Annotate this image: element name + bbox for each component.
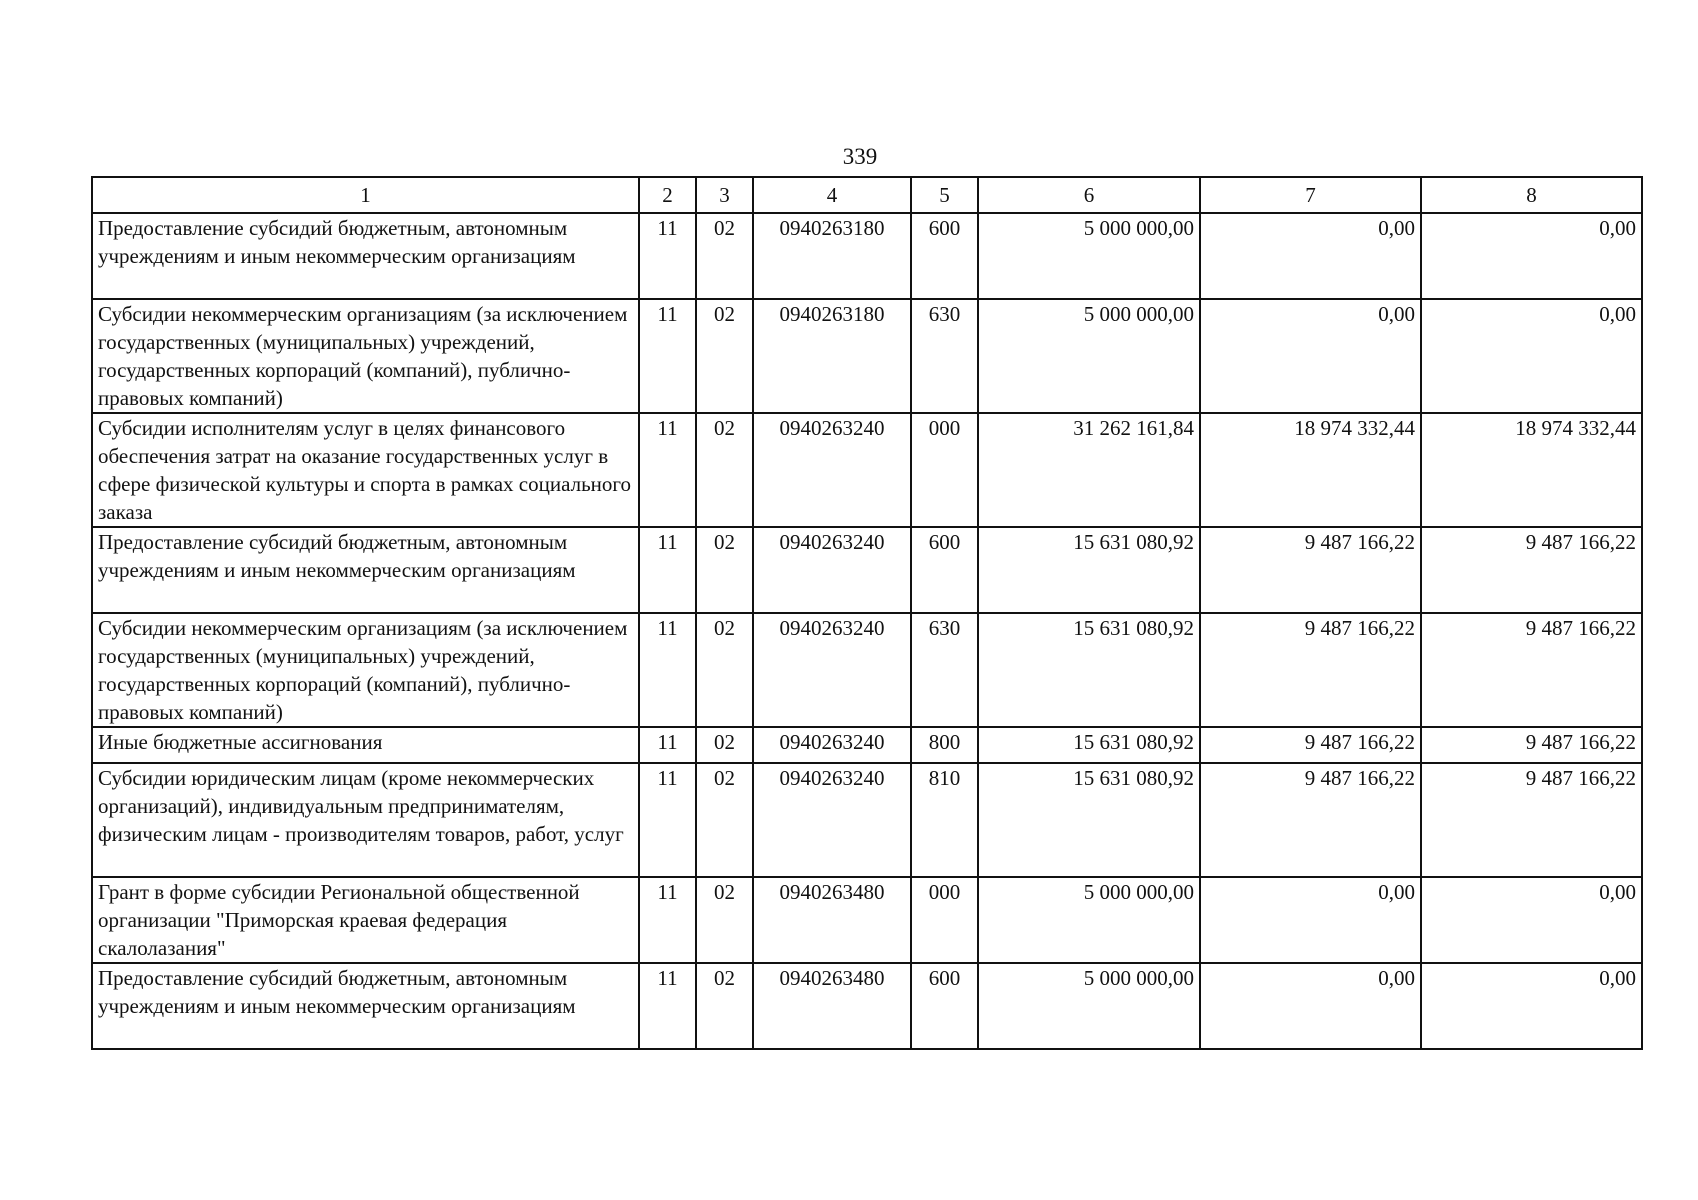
table-row bbox=[92, 877, 1642, 963]
target-article-code: 0940263240 bbox=[753, 727, 911, 763]
amount-col-8: 9 487 166,22 bbox=[1421, 613, 1642, 727]
target-article-code: 0940263180 bbox=[753, 213, 911, 299]
table-row bbox=[92, 527, 1642, 613]
amount-col-8: 9 487 166,22 bbox=[1421, 727, 1642, 763]
amount-col-6: 15 631 080,92 bbox=[978, 613, 1200, 727]
expense-type-code: 630 bbox=[911, 299, 978, 413]
header-cell: 1 bbox=[92, 177, 639, 213]
amount-col-6: 15 631 080,92 bbox=[978, 763, 1200, 877]
amount-col-6: 5 000 000,00 bbox=[978, 299, 1200, 413]
item-name: Субсидии исполнителям услуг в целях финансового обеспечения затрат на оказание государственных услуг в сфере физической культуры и спорта в рамках социального заказа bbox=[92, 413, 639, 527]
expense-type-code: 000 bbox=[911, 877, 978, 963]
item-name: Предоставление субсидий бюджетным, автономным учреждениям и иным некоммерческим организациям bbox=[92, 213, 639, 299]
section-code: 11 bbox=[639, 299, 696, 413]
table-row bbox=[92, 763, 1642, 877]
table-row bbox=[92, 613, 1642, 727]
subsection-code: 02 bbox=[696, 527, 753, 613]
amount-col-7: 0,00 bbox=[1200, 963, 1421, 1049]
item-name: Предоставление субсидий бюджетным, автономным учреждениям и иным некоммерческим организациям bbox=[92, 527, 639, 613]
table-row bbox=[92, 413, 1642, 527]
section-code: 11 bbox=[639, 527, 696, 613]
amount-col-7: 9 487 166,22 bbox=[1200, 613, 1421, 727]
item-name: Иные бюджетные ассигнования bbox=[92, 727, 639, 763]
amount-col-6: 31 262 161,84 bbox=[978, 413, 1200, 527]
header-cell: 7 bbox=[1200, 177, 1421, 213]
table-row bbox=[92, 299, 1642, 413]
section-code: 11 bbox=[639, 727, 696, 763]
amount-col-8: 0,00 bbox=[1421, 299, 1642, 413]
subsection-code: 02 bbox=[696, 213, 753, 299]
target-article-code: 0940263480 bbox=[753, 963, 911, 1049]
table-row bbox=[92, 727, 1642, 763]
target-article-code: 0940263240 bbox=[753, 763, 911, 877]
target-article-code: 0940263240 bbox=[753, 413, 911, 527]
subsection-code: 02 bbox=[696, 413, 753, 527]
expense-type-code: 600 bbox=[911, 963, 978, 1049]
amount-col-6: 5 000 000,00 bbox=[978, 963, 1200, 1049]
section-code: 11 bbox=[639, 963, 696, 1049]
subsection-code: 02 bbox=[696, 877, 753, 963]
expense-type-code: 000 bbox=[911, 413, 978, 527]
section-code: 11 bbox=[639, 413, 696, 527]
section-code: 11 bbox=[639, 613, 696, 727]
amount-col-7: 0,00 bbox=[1200, 299, 1421, 413]
expense-type-code: 600 bbox=[911, 527, 978, 613]
amount-col-7: 0,00 bbox=[1200, 213, 1421, 299]
header-cell: 8 bbox=[1421, 177, 1642, 213]
expense-type-code: 600 bbox=[911, 213, 978, 299]
subsection-code: 02 bbox=[696, 763, 753, 877]
target-article-code: 0940263480 bbox=[753, 877, 911, 963]
item-name: Субсидии некоммерческим организациям (за исключением государственных (муниципальных) учреждений, государственных корпораций (компаний), публично-правовых компаний) bbox=[92, 299, 639, 413]
amount-col-7: 18 974 332,44 bbox=[1200, 413, 1421, 527]
amount-col-8: 0,00 bbox=[1421, 963, 1642, 1049]
amount-col-7: 9 487 166,22 bbox=[1200, 763, 1421, 877]
page-number: 339 bbox=[842, 144, 878, 169]
amount-col-8: 9 487 166,22 bbox=[1421, 763, 1642, 877]
section-code: 11 bbox=[639, 763, 696, 877]
header-cell: 3 bbox=[696, 177, 753, 213]
amount-col-6: 15 631 080,92 bbox=[978, 527, 1200, 613]
expense-type-code: 630 bbox=[911, 613, 978, 727]
amount-col-7: 9 487 166,22 bbox=[1200, 527, 1421, 613]
header-row bbox=[92, 177, 1642, 213]
target-article-code: 0940263240 bbox=[753, 613, 911, 727]
target-article-code: 0940263240 bbox=[753, 527, 911, 613]
subsection-code: 02 bbox=[696, 727, 753, 763]
header-cell: 4 bbox=[753, 177, 911, 213]
amount-col-6: 5 000 000,00 bbox=[978, 877, 1200, 963]
item-name: Субсидии некоммерческим организациям (за исключением государственных (муниципальных) учреждений, государственных корпораций (компаний), публично-правовых компаний) bbox=[92, 613, 639, 727]
item-name: Субсидии юридическим лицам (кроме некоммерческих организаций), индивидуальным предпринимателям, физическим лицам - производителям товаров, работ, услуг bbox=[92, 763, 639, 877]
amount-col-7: 0,00 bbox=[1200, 877, 1421, 963]
section-code: 11 bbox=[639, 213, 696, 299]
amount-col-6: 15 631 080,92 bbox=[978, 727, 1200, 763]
subsection-code: 02 bbox=[696, 299, 753, 413]
expense-type-code: 800 bbox=[911, 727, 978, 763]
amount-col-8: 0,00 bbox=[1421, 877, 1642, 963]
subsection-code: 02 bbox=[696, 613, 753, 727]
item-name: Предоставление субсидий бюджетным, автономным учреждениям и иным некоммерческим организациям bbox=[92, 963, 639, 1049]
amount-col-8: 0,00 bbox=[1421, 213, 1642, 299]
header-cell: 2 bbox=[639, 177, 696, 213]
subsection-code: 02 bbox=[696, 963, 753, 1049]
table-row bbox=[92, 963, 1642, 1049]
item-name: Грант в форме субсидии Региональной общественной организации "Приморская краевая федерация скалолазания" bbox=[92, 877, 639, 963]
header-cell: 5 bbox=[911, 177, 978, 213]
expense-type-code: 810 bbox=[911, 763, 978, 877]
target-article-code: 0940263180 bbox=[753, 299, 911, 413]
table-row bbox=[92, 213, 1642, 299]
amount-col-6: 5 000 000,00 bbox=[978, 213, 1200, 299]
header-cell: 6 bbox=[978, 177, 1200, 213]
budget-table bbox=[91, 176, 1643, 1050]
amount-col-8: 18 974 332,44 bbox=[1421, 413, 1642, 527]
amount-col-8: 9 487 166,22 bbox=[1421, 527, 1642, 613]
section-code: 11 bbox=[639, 877, 696, 963]
amount-col-7: 9 487 166,22 bbox=[1200, 727, 1421, 763]
